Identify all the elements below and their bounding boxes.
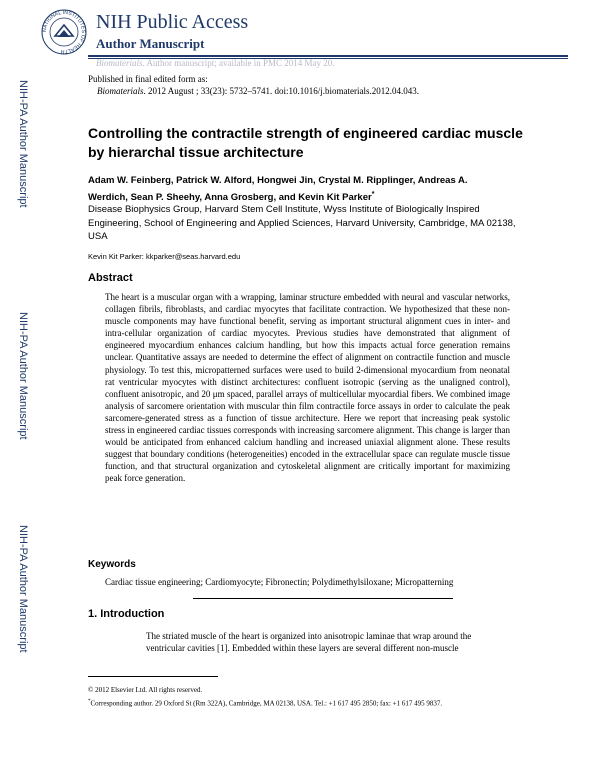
introduction-heading: 1. Introduction bbox=[88, 608, 165, 620]
corresponding-footnote-mark: * bbox=[88, 699, 91, 704]
author-manuscript-label: Author Manuscript bbox=[96, 36, 205, 51]
author-list bbox=[88, 174, 508, 205]
citation bbox=[97, 86, 419, 97]
nih-public-access-title: NIH Public Access bbox=[96, 11, 249, 33]
copyright-notice: © 2012 Elsevier Ltd. All rights reserved. bbox=[88, 686, 203, 694]
keywords-text: Cardiac tissue engineering; Cardiomyocyte; Fibronectin; Polydimethylsiloxane; Micropatterning bbox=[105, 577, 454, 587]
journal-availability-note bbox=[96, 58, 334, 69]
journal-note-rest: . Author manuscript; available in PMC 2014 May 20. bbox=[142, 58, 335, 68]
author-names: Adam W. Feinberg, Patrick W. Alford, Hongwei Jin, Crystal M. Ripplinger, Andreas A. Werdich, Sean P. Sheehy, Anna Grosberg, and Kevin Kit Parker bbox=[88, 175, 468, 204]
corresponding-text: Corresponding author. 29 Oxford St (Rm 322A), Cambridge, MA 02138, USA. Tel.: +1 617 495 2850; fax: +1 617 495 9837. bbox=[90, 699, 443, 708]
side-watermark-1: NIH-PA Author Manuscript bbox=[17, 80, 29, 208]
published-label: Published in final edited form as: bbox=[88, 74, 208, 84]
corresponding-mark: * bbox=[371, 191, 375, 198]
citation-journal: Biomaterials bbox=[97, 86, 144, 96]
introduction-line-1: The striated muscle of the heart is organized into anisotropic laminae that wrap around the bbox=[146, 631, 472, 641]
side-watermark-2: NIH-PA Author Manuscript bbox=[17, 312, 29, 440]
header-rule bbox=[88, 55, 568, 57]
journal-note-journal: Biomaterials bbox=[96, 58, 143, 68]
logo-ring-text: NATIONAL INSTITUTES OF HEALTH bbox=[41, 9, 87, 55]
contact-email: Kevin Kit Parker: kkparker@seas.harvard.edu bbox=[88, 252, 241, 261]
keywords-heading: Keywords bbox=[88, 559, 136, 570]
affiliation: Disease Biophysics Group, Harvard Stem Cell Institute, Wyss Institute of Biologically Inspired Engineering, School of Engineering and Applied Sciences, Harvard University, Cambridge, MA 02138, USA bbox=[88, 204, 516, 242]
side-watermark-3: NIH-PA Author Manuscript bbox=[17, 525, 29, 653]
abstract-heading: Abstract bbox=[88, 272, 133, 284]
nih-logo-icon bbox=[40, 8, 88, 56]
citation-details: . 2012 August ; 33(23): 5732–5741. doi:10.1016/j.biomaterials.2012.04.043. bbox=[143, 86, 419, 96]
footnote-rule bbox=[88, 676, 218, 677]
article-title: Controlling the contractile strength of engineered cardiac muscle by hierarchal tissue architecture bbox=[88, 125, 523, 160]
keywords-rule bbox=[193, 598, 453, 599]
introduction-line-2: ventricular cavities [1]. Embedded within these layers are several different non-muscle bbox=[146, 643, 459, 653]
abstract-text: The heart is a muscular organ with a wrapping, laminar structure embedded with neural and vascular networks, collagen fibrils, fibroblasts, and cardiac myocytes that facilitate contraction. We hypothesized that these non-muscle components may have functional benefit, serving as important structural alignment cues in inter- and intra-cellular organization of cardiac myocytes. Previous studies have demonstrated that alignment of engineered myocardium enhances calcium handling, but how this impacts actual force generation remains unclear. Quantitative assays are needed to determine the effect of alignment on contractile function and muscle physiology. To test this, micropatterned surfaces were used to build 2-dimensional myocardium from neonatal rat ventricular myocytes with distinct architectures: confluent isotropic (serving as the unaligned control), confluent anisotropic, and 20 μm spaced, parallel arrays of multicellular myocardial fibers. We combined image analysis of sarcomere orientation with muscular thin film contractile force assays in order to calculate the peak sarcomere-generated stress as a function of tissue architecture. Here we report that increasing peak systolic stress in engineered cardiac tissues corresponds with increasing sarcomere alignment. This change is larger than would be anticipated from enhanced calcium handling and increased uniaxial alignment alone. These results suggest that boundary conditions (heterogeneities) encoded in the extracellular space can regulate muscle tissue function, and that structural organization and cytoskeletal alignment are critically important for maximizing peak force generation. bbox=[105, 292, 510, 484]
corresponding-author-note bbox=[88, 697, 442, 708]
